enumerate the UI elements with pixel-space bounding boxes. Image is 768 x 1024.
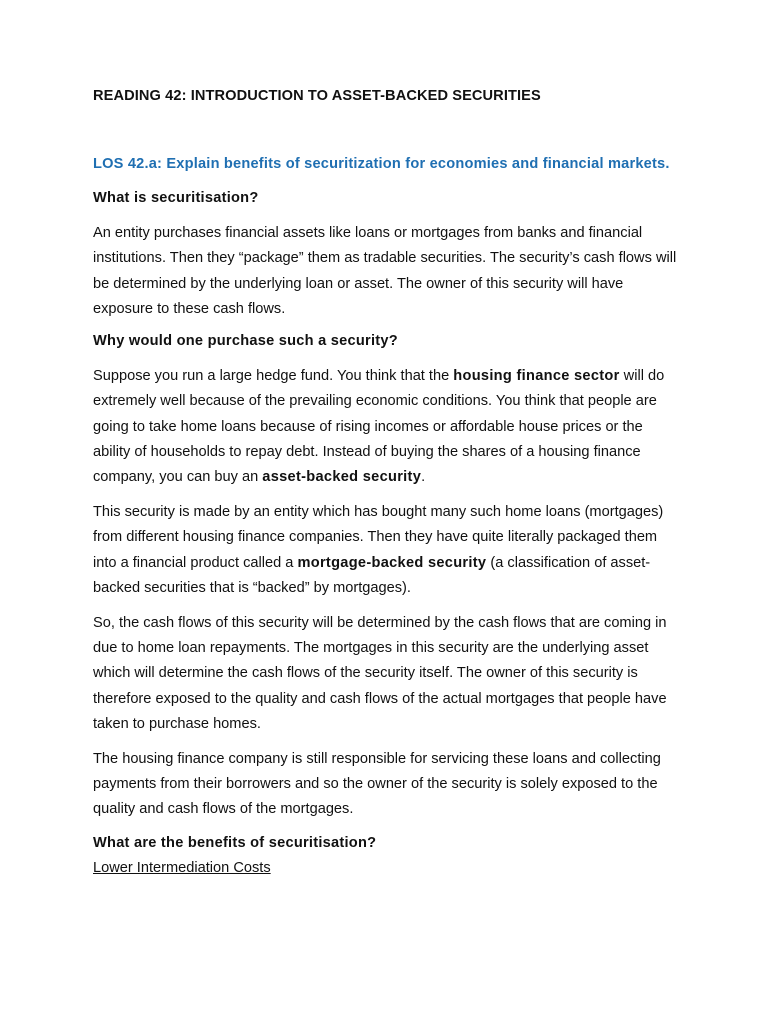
los-heading: LOS 42.a: Explain benefits of securitization for economies and financial markets. [93,156,670,172]
paragraph-servicing: The housing finance company is still responsible for servicing these loans and collecting payments from their borrowers and so the owner of the security is solely exposed to the quality and cash flows of the mortgages. [93,751,661,818]
paragraph-cash-flows: So, the cash flows of this security will be determined by the cash flows that are coming in due to home loan repayments. The mortgages in this security are the underlying asset which will determine the cash flows of the security itself. The owner of this security is therefore exposed to the quality and cash flows of the actual mortgages that people have taken to purchase homes. [93,615,667,732]
keyword-asset-backed-security: asset-backed security [262,469,422,486]
text-run: (a classification of asset-backed securities that is “backed” by mortgages). [93,554,651,596]
keyword-housing-finance-sector: housing finance sector [453,368,620,385]
keyword-mortgage-backed-security: mortgage-backed security [297,554,487,571]
text-run: This security is made by an entity which has bought many such home loans (mortgages) from different housing finance companies. Then they have quite literally packaged them into a financial product called a [93,504,664,571]
question-heading-benefits: What are the benefits of securitisation? [93,834,377,851]
paragraph-definition: An entity purchases financial assets like loans or mortgages from banks and financial institutions. Then they “package” them as tradable securities. The security’s cash flows will be determined by the underlying loan or asset. The owner of this security will have exposure to these cash flows. [93,225,677,317]
text-run: will do extremely well because of the prevailing economic conditions. You think that people are going to take home loans because of rising incomes or affordable house prices or the ability of households to repay debt. Instead of buying the shares of a housing finance company, you can buy an [93,368,665,486]
text-run: Suppose you run a large hedge fund. You think that the [93,368,454,385]
paragraph-mbs [93,500,683,601]
document-page [93,86,683,881]
text-run: . [421,469,426,486]
subheading-lower-intermediation-costs: Lower Intermediation Costs [93,859,271,876]
question-heading-what-is: What is securitisation? [93,190,259,206]
question-heading-why-purchase: Why would one purchase such a security? [93,333,398,350]
reading-title: READING 42: INTRODUCTION TO ASSET-BACKED SECURITIES [93,88,541,104]
paragraph-hedge-fund [93,364,683,490]
